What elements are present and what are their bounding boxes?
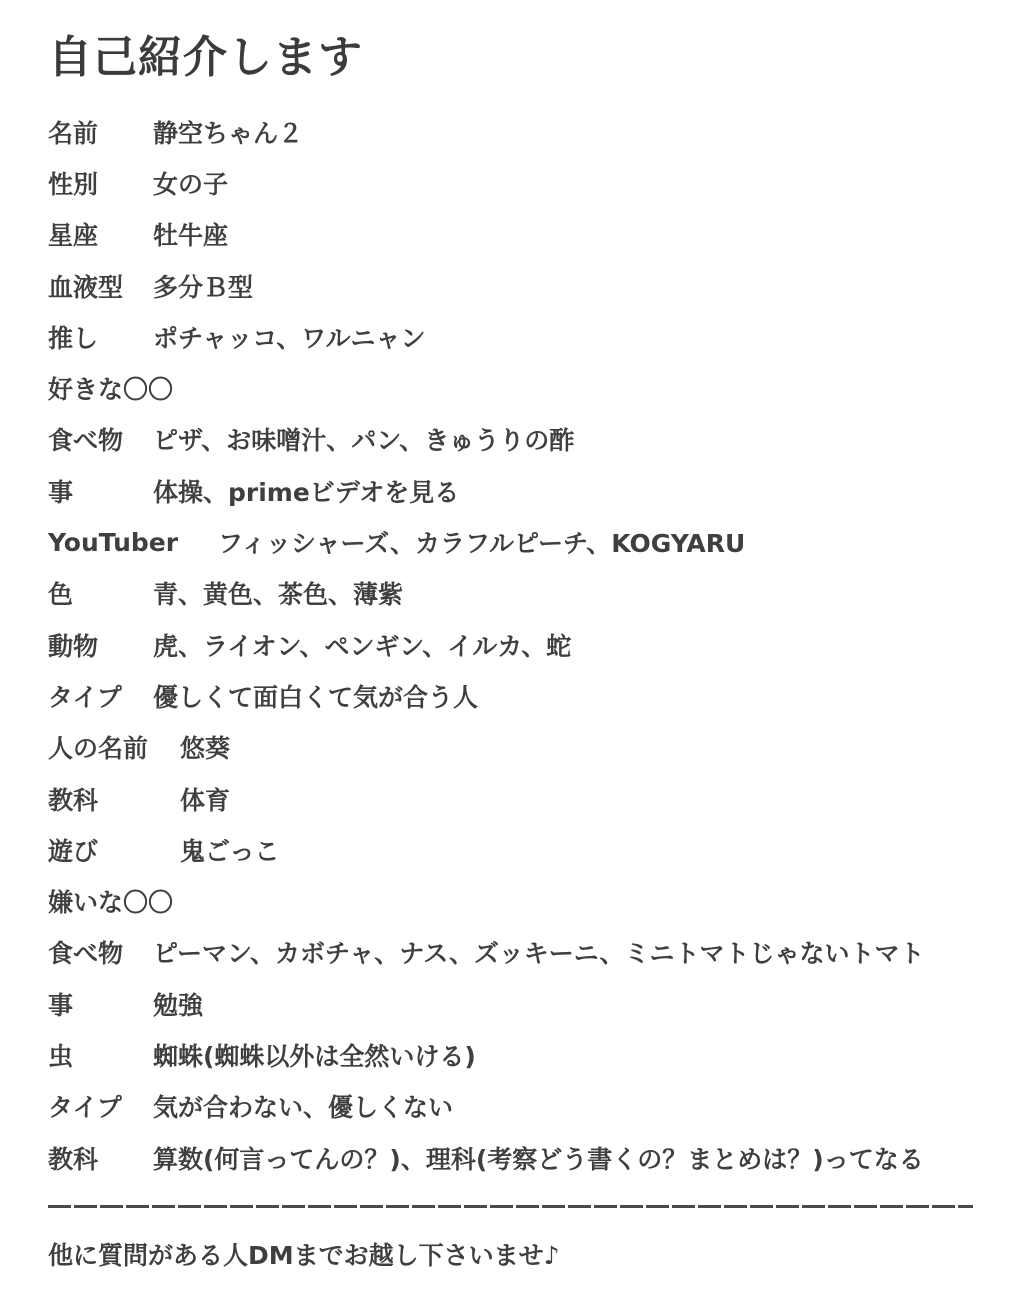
row-label: 事 [48, 990, 74, 1020]
row-dislike-things [48, 978, 983, 1029]
row-gender [48, 157, 983, 208]
row-like-type [48, 670, 983, 721]
row-label: タイプ [48, 1093, 122, 1123]
row-value: 優しくて面白くて気が合う人 [153, 682, 479, 712]
row-label: 名前 [48, 118, 99, 148]
row-like-youtuber [48, 516, 983, 567]
row-label: 性別 [48, 169, 99, 199]
row-label: YouTuber [48, 527, 179, 557]
row-zodiac [48, 209, 983, 260]
row-label: 色 [48, 580, 74, 610]
row-value: 女の子 [153, 169, 229, 199]
row-value: 体育 [180, 785, 231, 815]
row-value: 多分Ｂ型 [153, 272, 254, 302]
row-dislike-bugs [48, 1029, 983, 1080]
row-like-person-name [48, 722, 983, 773]
row-label: 遊び [48, 836, 99, 866]
row-like-colors [48, 568, 983, 619]
row-value: 蜘蛛(蜘蛛以外は全然いける) [153, 1041, 476, 1071]
row-dislike-food [48, 927, 983, 978]
row-label: 事 [48, 477, 74, 507]
row-value: 体操、primeビデオを見る [153, 477, 460, 507]
row-value: 虎、ライオン、ペンギン、イルカ、蛇 [153, 631, 572, 661]
page-title: 自己紹介します [48, 32, 363, 83]
row-value: 静空ちゃん２ [153, 118, 304, 148]
row-dislike-subject [48, 1132, 983, 1183]
row-value: ピザ、お味噌汁、パン、きゅうりの酢 [153, 426, 575, 456]
row-value: 悠葵 [180, 734, 231, 764]
row-blood-type [48, 260, 983, 311]
profile-document [48, 0, 983, 1313]
row-like-food [48, 414, 983, 465]
row-label: 星座 [48, 221, 99, 251]
row-value: 勉強 [153, 990, 204, 1020]
row-oshi [48, 311, 983, 362]
row-dislike-type [48, 1081, 983, 1132]
row-value: 算数(何言ってんの？)、理科(考察どう書くの？まとめは？)ってなる [153, 1144, 924, 1174]
row-value: フィッシャーズ、カラフルピーチ、KOGYARU [218, 529, 746, 559]
row-like-subject [48, 773, 983, 824]
row-label: 食べ物 [48, 939, 124, 969]
likes-heading [48, 362, 983, 413]
row-name [48, 106, 983, 157]
section-heading: 好きな〇〇 [48, 375, 174, 405]
row-value: 青、黄色、茶色、薄紫 [153, 580, 404, 610]
row-label: 食べ物 [48, 426, 124, 456]
row-label: 教科 [48, 785, 99, 815]
row-label: 虫 [48, 1041, 74, 1071]
row-value: ピーマン、カボチャ、ナス、ズッキーニ、ミニトマトじゃないトマト [153, 939, 925, 969]
row-label: 教科 [48, 1144, 99, 1174]
section-heading: 嫌いな〇〇 [48, 888, 174, 918]
row-label: タイプ [48, 682, 122, 712]
row-label: 血液型 [48, 272, 124, 302]
dislikes-heading [48, 875, 983, 926]
row-value: ポチャッコ、ワルニャン [153, 323, 426, 353]
row-value: 牡牛座 [153, 221, 229, 251]
profile-list [48, 106, 983, 1183]
dashed-divider [48, 1205, 973, 1208]
row-label: 推し [48, 323, 99, 353]
row-like-animals [48, 619, 983, 670]
footer-note: 他に質問がある人DMまでお越し下さいませ♪ [48, 1241, 560, 1270]
row-like-play [48, 824, 983, 875]
row-label: 人の名前 [48, 734, 149, 764]
row-value: 鬼ごっこ [180, 836, 280, 866]
row-value: 気が合わない、優しくない [153, 1093, 454, 1123]
row-like-things [48, 465, 983, 516]
row-label: 動物 [48, 631, 99, 661]
